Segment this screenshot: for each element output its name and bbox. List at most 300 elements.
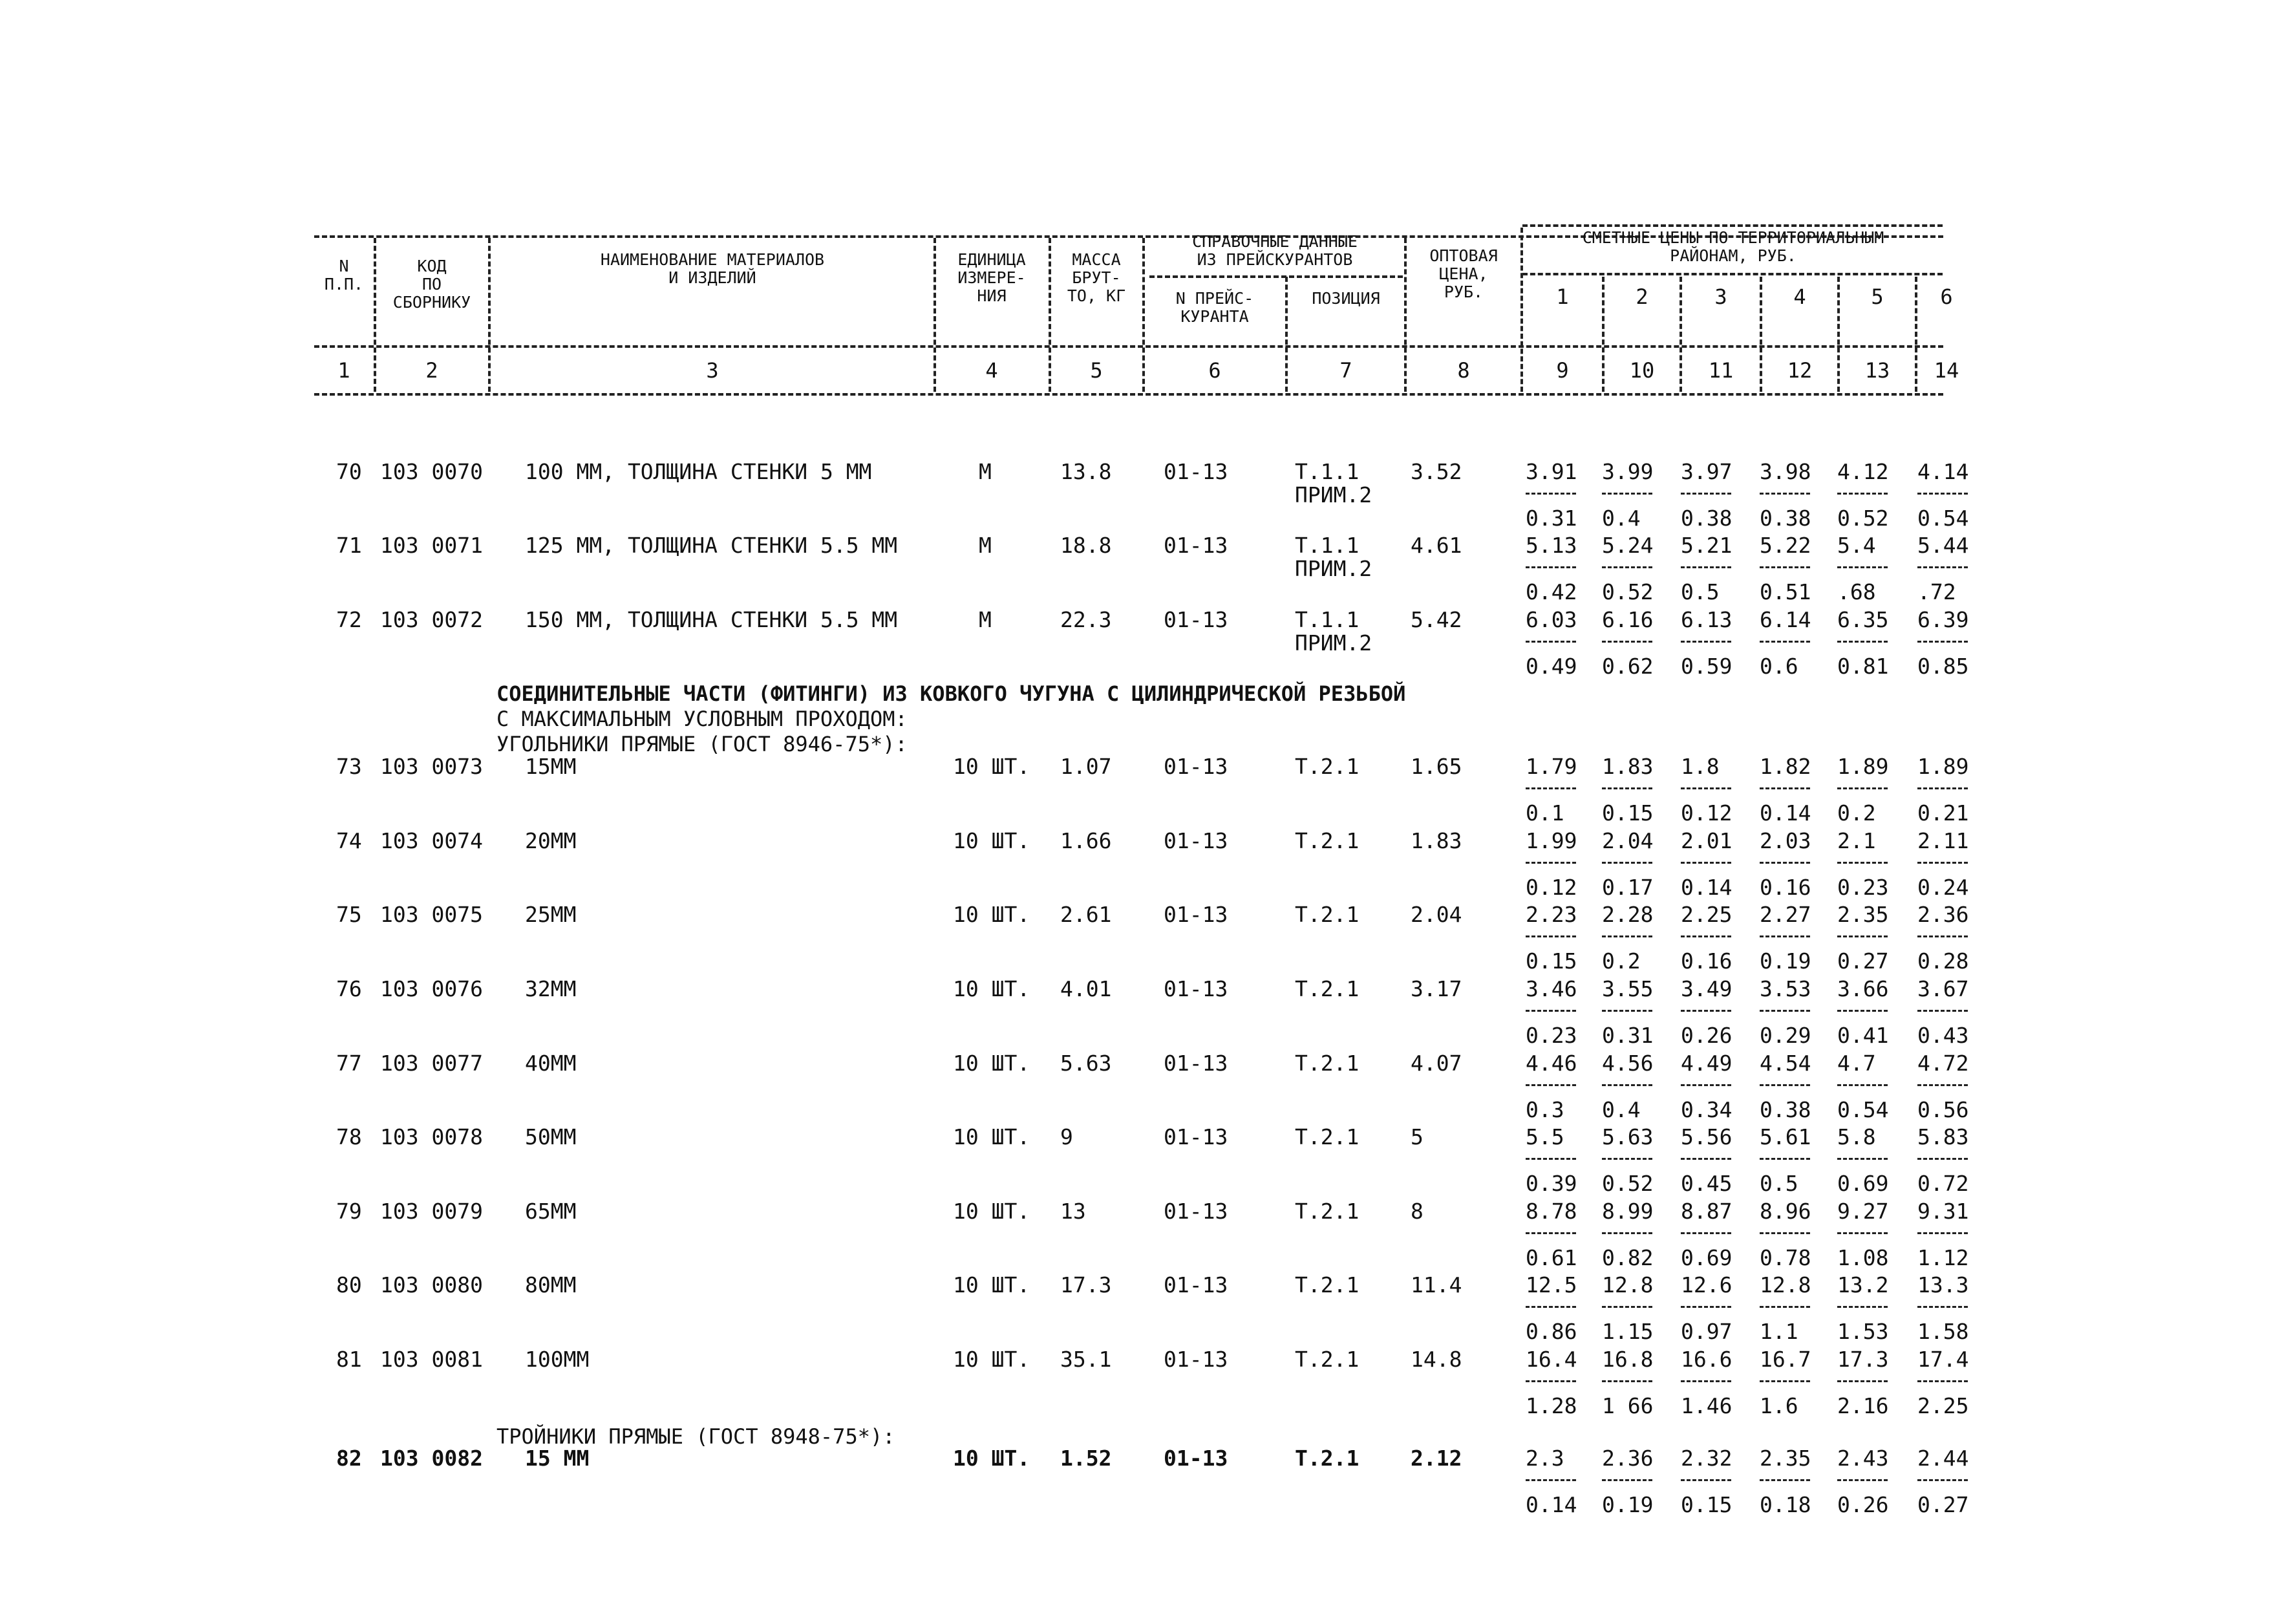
row-estimate-price: 3.49 [1681, 976, 1733, 1001]
row-transport-cost: 0.39 [1526, 1171, 1577, 1196]
row-transport-cost: 0.5 [1760, 1171, 1798, 1196]
row-transport-cost: 0.26 [1837, 1492, 1889, 1517]
row-estimate-price: 8.96 [1760, 1199, 1811, 1224]
row-transport-cost: 0.52 [1602, 579, 1654, 604]
row-transport-cost: 0.45 [1681, 1171, 1733, 1196]
column-number: 1 [337, 358, 350, 383]
fraction-line [1681, 1010, 1731, 1012]
row-transport-cost: 0.19 [1602, 1492, 1654, 1517]
row-transport-cost: 0.21 [1917, 800, 1969, 826]
header-code: КОД ПО СБОРНИКУ [392, 257, 471, 312]
row-estimate-price: 2.3 [1526, 1446, 1564, 1471]
fraction-line [1760, 1479, 1810, 1481]
row-estimate-price: 4.49 [1681, 1051, 1733, 1076]
row-transport-cost: 0.23 [1526, 1023, 1577, 1048]
fraction-line [1837, 1232, 1888, 1234]
fraction-line [1526, 1232, 1576, 1234]
row-transport-cost: 0.17 [1602, 875, 1654, 900]
row-estimate-price: 3.67 [1917, 976, 1969, 1001]
fraction-line [1526, 1306, 1576, 1308]
row-transport-cost: 0.4 [1602, 1097, 1641, 1122]
fraction-line [1602, 787, 1652, 789]
fraction-line [1837, 1158, 1888, 1160]
fraction-line [1837, 1010, 1888, 1012]
row-transport-cost: 0.34 [1681, 1097, 1733, 1122]
row-number: 74 [336, 828, 362, 853]
column-number: 8 [1457, 358, 1470, 383]
row-unit: 10 ШТ. [953, 1051, 1030, 1076]
header-pricelist-number: N ПРЕЙС- КУРАНТА [1175, 289, 1254, 326]
district-label-3: 3 [1714, 284, 1727, 309]
fraction-line [1526, 1479, 1576, 1481]
row-mass: 1.52 [1060, 1446, 1112, 1471]
row-estimate-price: 5.22 [1760, 533, 1811, 558]
fraction-line [1526, 641, 1576, 643]
row-unit: 10 ШТ. [953, 1272, 1030, 1298]
row-code: 103 0070 [380, 459, 483, 484]
fraction-line [1602, 1479, 1652, 1481]
row-estimate-price: 3.46 [1526, 976, 1577, 1001]
row-transport-cost: 0.15 [1602, 800, 1654, 826]
row-position-note: ПРИМ.2 [1295, 630, 1372, 656]
fraction-line [1917, 1010, 1968, 1012]
row-wholesale-price: 3.52 [1411, 459, 1462, 484]
district-label-5: 5 [1871, 284, 1884, 309]
row-estimate-price: 3.98 [1760, 459, 1811, 484]
row-material-name: 32ММ [525, 976, 577, 1001]
row-transport-cost: 0.18 [1760, 1492, 1811, 1517]
row-position: Т.1.1 [1295, 533, 1360, 558]
row-transport-cost: 0.61 [1526, 1245, 1577, 1270]
row-estimate-price: 16.7 [1760, 1347, 1811, 1372]
row-unit: 10 ШТ. [953, 1347, 1030, 1372]
row-estimate-price: 2.01 [1681, 828, 1733, 853]
fraction-line [1837, 566, 1888, 568]
row-pricelist: 01-13 [1164, 533, 1228, 558]
fraction-line [1837, 1380, 1888, 1382]
fraction-line [1602, 493, 1652, 495]
header-material-name: НАИМЕНОВАНИЕ МАТЕРИАЛОВ И ИЗДЕЛИЙ [600, 250, 825, 287]
fraction-line [1917, 1479, 1968, 1481]
row-transport-cost: 0.4 [1602, 506, 1641, 531]
fraction-line [1681, 641, 1731, 643]
row-transport-cost: 0.19 [1760, 948, 1811, 974]
row-number: 77 [336, 1051, 362, 1076]
row-estimate-price: 2.11 [1917, 828, 1969, 853]
row-pricelist: 01-13 [1164, 1347, 1228, 1372]
row-transport-cost: .68 [1837, 579, 1876, 604]
row-estimate-price: 5.13 [1526, 533, 1577, 558]
row-wholesale-price: 3.17 [1411, 976, 1462, 1001]
fraction-line [1760, 1380, 1810, 1382]
row-transport-cost: 0.97 [1681, 1319, 1733, 1344]
row-pricelist: 01-13 [1164, 976, 1228, 1001]
row-estimate-price: 5.5 [1526, 1124, 1564, 1149]
row-estimate-price: 5.44 [1917, 533, 1969, 558]
row-estimate-price: 2.25 [1681, 902, 1733, 927]
row-estimate-price: 4.12 [1837, 459, 1889, 484]
fraction-line [1760, 1158, 1810, 1160]
row-pricelist: 01-13 [1164, 607, 1228, 632]
fraction-line [1760, 493, 1810, 495]
row-estimate-price: 12.8 [1602, 1272, 1654, 1298]
row-pricelist: 01-13 [1164, 1446, 1228, 1471]
fraction-line [1760, 1084, 1810, 1086]
row-mass: 13.8 [1060, 459, 1112, 484]
row-estimate-price: 1.89 [1917, 754, 1969, 779]
row-estimate-price: 3.55 [1602, 976, 1654, 1001]
fraction-line [1602, 1010, 1652, 1012]
district-label-1: 1 [1556, 284, 1569, 309]
row-transport-cost: 0.24 [1917, 875, 1969, 900]
row-estimate-price: 3.91 [1526, 459, 1577, 484]
row-number: 80 [336, 1272, 362, 1298]
row-pricelist: 01-13 [1164, 1124, 1228, 1149]
row-pricelist: 01-13 [1164, 1051, 1228, 1076]
row-transport-cost: 0.15 [1526, 948, 1577, 974]
row-transport-cost: 0.14 [1526, 1492, 1577, 1517]
row-estimate-price: 5.24 [1602, 533, 1654, 558]
fraction-line [1917, 1084, 1968, 1086]
row-unit: 10 ШТ. [953, 1124, 1030, 1149]
row-transport-cost: 0.59 [1681, 654, 1733, 679]
district-label-6: 6 [1940, 284, 1953, 309]
header-price-top-rule [1522, 224, 1943, 227]
row-mass: 4.01 [1060, 976, 1112, 1001]
fraction-line [1681, 935, 1731, 937]
fraction-line [1602, 1158, 1652, 1160]
row-position: Т.2.1 [1295, 1124, 1360, 1149]
section-subheading-passage: С МАКСИМАЛЬНЫМ УСЛОВНЫМ ПРОХОДОМ: [496, 707, 908, 731]
row-unit: 10 ШТ. [953, 976, 1030, 1001]
fraction-line [1526, 1158, 1576, 1160]
header-reference-data: СПРАВОЧНЫЕ ДАННЫЕ ИЗ ПРЕЙСКУРАНТОВ [1192, 232, 1358, 269]
row-position: Т.2.1 [1295, 1347, 1360, 1372]
row-transport-cost: 0.78 [1760, 1245, 1811, 1270]
row-estimate-price: 2.28 [1602, 902, 1654, 927]
fraction-line [1837, 641, 1888, 643]
row-estimate-price: 17.4 [1917, 1347, 1969, 1372]
fraction-line [1681, 566, 1731, 568]
row-position: Т.2.1 [1295, 1051, 1360, 1076]
row-pricelist: 01-13 [1164, 902, 1228, 927]
row-estimate-price: 5.56 [1681, 1124, 1733, 1149]
row-material-name: 80ММ [525, 1272, 577, 1298]
fraction-line [1602, 641, 1652, 643]
row-estimate-price: 6.13 [1681, 607, 1733, 632]
row-number: 71 [336, 533, 362, 558]
row-transport-cost: 1 66 [1602, 1393, 1654, 1418]
fraction-line [1837, 787, 1888, 789]
row-code: 103 0082 [380, 1446, 483, 1471]
fraction-line [1917, 862, 1968, 864]
fraction-line [1602, 1084, 1652, 1086]
header-position: ПОЗИЦИЯ [1312, 289, 1380, 308]
fraction-line [1526, 493, 1576, 495]
row-estimate-price: 1.89 [1837, 754, 1889, 779]
row-pricelist: 01-13 [1164, 828, 1228, 853]
row-mass: 22.3 [1060, 607, 1112, 632]
header-sep-5 [1142, 238, 1145, 392]
fraction-line [1681, 1306, 1731, 1308]
row-estimate-price: 1.83 [1602, 754, 1654, 779]
row-position: Т.2.1 [1295, 754, 1360, 779]
row-position: Т.1.1 [1295, 459, 1360, 484]
row-estimate-price: 4.56 [1602, 1051, 1654, 1076]
fraction-line [1526, 935, 1576, 937]
row-wholesale-price: 2.04 [1411, 902, 1462, 927]
column-number: 11 [1708, 358, 1734, 383]
row-transport-cost: 0.43 [1917, 1023, 1969, 1048]
row-mass: 18.8 [1060, 533, 1112, 558]
row-code: 103 0071 [380, 533, 483, 558]
row-material-name: 150 ММ, ТОЛЩИНА СТЕНКИ 5.5 ММ [525, 607, 898, 632]
row-transport-cost: 0.86 [1526, 1319, 1577, 1344]
row-estimate-price: 12.6 [1681, 1272, 1733, 1298]
row-estimate-price: 1.79 [1526, 754, 1577, 779]
row-transport-cost: 0.6 [1760, 654, 1798, 679]
fraction-line [1526, 787, 1576, 789]
row-estimate-price: 2.23 [1526, 902, 1577, 927]
column-number: 6 [1208, 358, 1221, 383]
row-transport-cost: 0.15 [1681, 1492, 1733, 1517]
row-transport-cost: 0.12 [1526, 875, 1577, 900]
row-code: 103 0074 [380, 828, 483, 853]
row-transport-cost: 1.58 [1917, 1319, 1969, 1344]
header-wholesale-price: ОПТОВАЯ ЦЕНА, РУБ. [1429, 246, 1498, 301]
fraction-line [1526, 862, 1576, 864]
row-code: 103 0079 [380, 1199, 483, 1224]
fraction-line [1602, 935, 1652, 937]
row-code: 103 0073 [380, 754, 483, 779]
header-sep-2 [488, 238, 491, 392]
row-mass: 1.66 [1060, 828, 1112, 853]
row-estimate-price: 5.83 [1917, 1124, 1969, 1149]
row-transport-cost: 0.69 [1837, 1171, 1889, 1196]
row-wholesale-price: 14.8 [1411, 1347, 1462, 1372]
row-estimate-price: 5.21 [1681, 533, 1733, 558]
row-transport-cost: 0.3 [1526, 1097, 1564, 1122]
row-transport-cost: 1.08 [1837, 1245, 1889, 1270]
row-transport-cost: 0.56 [1917, 1097, 1969, 1122]
row-wholesale-price: 5.42 [1411, 607, 1462, 632]
fraction-line [1837, 1306, 1888, 1308]
row-position: Т.1.1 [1295, 607, 1360, 632]
fraction-line [1681, 1479, 1731, 1481]
fraction-line [1526, 1010, 1576, 1012]
column-number: 5 [1090, 358, 1103, 383]
row-unit: М [979, 459, 992, 484]
fraction-line [1837, 1479, 1888, 1481]
row-mass: 9 [1060, 1124, 1073, 1149]
column-number: 14 [1934, 358, 1959, 383]
row-number: 72 [336, 607, 362, 632]
row-estimate-price: 12.8 [1760, 1272, 1811, 1298]
row-transport-cost: 0.72 [1917, 1171, 1969, 1196]
fraction-line [1917, 1306, 1968, 1308]
row-number: 73 [336, 754, 362, 779]
row-code: 103 0078 [380, 1124, 483, 1149]
row-estimate-price: 2.43 [1837, 1446, 1889, 1471]
row-code: 103 0076 [380, 976, 483, 1001]
fraction-line [1681, 1084, 1731, 1086]
row-transport-cost: .72 [1917, 579, 1956, 604]
fraction-line [1760, 1306, 1810, 1308]
row-transport-cost: 1.6 [1760, 1393, 1798, 1418]
row-code: 103 0081 [380, 1347, 483, 1372]
row-position: Т.2.1 [1295, 902, 1360, 927]
row-transport-cost: 0.38 [1760, 506, 1811, 531]
row-material-name: 100 ММ, ТОЛЩИНА СТЕНКИ 5 ММ [525, 459, 872, 484]
row-transport-cost: 1.53 [1837, 1319, 1889, 1344]
row-estimate-price: 8.87 [1681, 1199, 1733, 1224]
row-transport-cost: 0.27 [1917, 1492, 1969, 1517]
row-number: 70 [336, 459, 362, 484]
row-code: 103 0077 [380, 1051, 483, 1076]
fraction-line [1760, 641, 1810, 643]
fraction-line [1526, 566, 1576, 568]
row-transport-cost: 2.16 [1837, 1393, 1889, 1418]
row-estimate-price: 2.36 [1917, 902, 1969, 927]
row-estimate-price: 2.44 [1917, 1446, 1969, 1471]
row-transport-cost: 1.12 [1917, 1245, 1969, 1270]
fraction-line [1760, 862, 1810, 864]
row-position: Т.2.1 [1295, 828, 1360, 853]
row-transport-cost: 0.2 [1602, 948, 1641, 974]
column-number: 7 [1339, 358, 1352, 383]
row-estimate-price: 2.1 [1837, 828, 1876, 853]
row-transport-cost: 0.51 [1760, 579, 1811, 604]
row-material-name: 50ММ [525, 1124, 577, 1149]
row-transport-cost: 0.42 [1526, 579, 1577, 604]
column-number: 4 [985, 358, 998, 383]
fraction-line [1917, 787, 1968, 789]
row-estimate-price: 13.2 [1837, 1272, 1889, 1298]
column-number: 10 [1629, 358, 1655, 383]
fraction-line [1681, 787, 1731, 789]
row-transport-cost: 0.14 [1760, 800, 1811, 826]
row-material-name: 100ММ [525, 1347, 590, 1372]
district-label-4: 4 [1793, 284, 1806, 309]
row-unit: 10 ШТ. [953, 902, 1030, 927]
row-transport-cost: 0.28 [1917, 948, 1969, 974]
fraction-line [1602, 1232, 1652, 1234]
row-estimate-price: 2.03 [1760, 828, 1811, 853]
fraction-line [1681, 1158, 1731, 1160]
row-number: 79 [336, 1199, 362, 1224]
row-transport-cost: 0.38 [1681, 506, 1733, 531]
row-estimate-price: 16.4 [1526, 1347, 1577, 1372]
row-transport-cost: 0.1 [1526, 800, 1564, 826]
fraction-line [1917, 1380, 1968, 1382]
row-transport-cost: 0.31 [1602, 1023, 1654, 1048]
row-transport-cost: 0.81 [1837, 654, 1889, 679]
row-number: 76 [336, 976, 362, 1001]
row-material-name: 20ММ [525, 828, 577, 853]
row-transport-cost: 0.85 [1917, 654, 1969, 679]
row-estimate-price: 1.8 [1681, 754, 1720, 779]
row-estimate-price: 2.35 [1837, 902, 1889, 927]
section-heading-fittings: СОЕДИНИТЕЛЬНЫЕ ЧАСТИ (ФИТИНГИ) ИЗ КОВКОГО ЧУГУНА С ЦИЛИНДРИЧЕСКОЙ РЕЗЬБОЙ [496, 681, 1406, 706]
column-number: 9 [1556, 358, 1569, 383]
row-transport-cost: 0.16 [1681, 948, 1733, 974]
header-bottom-rule [314, 345, 1943, 348]
row-mass: 1.07 [1060, 754, 1112, 779]
column-number: 13 [1864, 358, 1890, 383]
fraction-line [1837, 935, 1888, 937]
row-mass: 13 [1060, 1199, 1086, 1224]
row-estimate-price: 13.3 [1917, 1272, 1969, 1298]
fraction-line [1837, 493, 1888, 495]
row-estimate-price: 16.6 [1681, 1347, 1733, 1372]
row-mass: 2.61 [1060, 902, 1112, 927]
fraction-line [1602, 1380, 1652, 1382]
row-transport-cost: 0.12 [1681, 800, 1733, 826]
fraction-line [1760, 1232, 1810, 1234]
row-estimate-price: 2.35 [1760, 1446, 1811, 1471]
row-estimate-price: 2.04 [1602, 828, 1654, 853]
row-transport-cost: 0.54 [1837, 1097, 1889, 1122]
row-estimate-price: 4.14 [1917, 459, 1969, 484]
row-wholesale-price: 2.12 [1411, 1446, 1462, 1471]
fraction-line [1917, 1232, 1968, 1234]
row-number: 82 [336, 1446, 362, 1471]
row-estimate-price: 4.72 [1917, 1051, 1969, 1076]
row-unit: 10 ШТ. [953, 1446, 1030, 1471]
header-price-subrule [1522, 273, 1943, 275]
row-estimate-price: 1.82 [1760, 754, 1811, 779]
fraction-line [1681, 1380, 1731, 1382]
row-pricelist: 01-13 [1164, 1272, 1228, 1298]
row-position: Т.2.1 [1295, 1199, 1360, 1224]
row-estimate-price: 4.7 [1837, 1051, 1876, 1076]
row-estimate-price: 2.36 [1602, 1446, 1654, 1471]
row-estimate-price: 9.27 [1837, 1199, 1889, 1224]
row-estimate-price: 16.8 [1602, 1347, 1654, 1372]
row-estimate-price: 4.54 [1760, 1051, 1811, 1076]
row-transport-cost: 0.82 [1602, 1245, 1654, 1270]
row-code: 103 0080 [380, 1272, 483, 1298]
row-estimate-price: 6.14 [1760, 607, 1811, 632]
fraction-line [1917, 566, 1968, 568]
row-position-note: ПРИМ.2 [1295, 482, 1372, 508]
row-estimate-price: 3.66 [1837, 976, 1889, 1001]
fraction-line [1760, 1010, 1810, 1012]
row-transport-cost: 0.49 [1526, 654, 1577, 679]
row-transport-cost: 0.38 [1760, 1097, 1811, 1122]
row-material-name: 25ММ [525, 902, 577, 927]
row-estimate-price: 8.99 [1602, 1199, 1654, 1224]
row-wholesale-price: 1.83 [1411, 828, 1462, 853]
row-estimate-price: 2.32 [1681, 1446, 1733, 1471]
fraction-line [1681, 1232, 1731, 1234]
row-unit: 10 ШТ. [953, 828, 1030, 853]
row-estimate-price: 6.03 [1526, 607, 1577, 632]
fraction-line [1760, 787, 1810, 789]
row-transport-cost: 0.69 [1681, 1245, 1733, 1270]
row-transport-cost: 0.52 [1837, 506, 1889, 531]
fraction-line [1760, 935, 1810, 937]
row-number: 78 [336, 1124, 362, 1149]
row-transport-cost: 0.27 [1837, 948, 1889, 974]
header-end-rule [314, 393, 1943, 396]
row-material-name: 15 ММ [525, 1446, 590, 1471]
row-wholesale-price: 5 [1411, 1124, 1424, 1149]
row-number: 81 [336, 1347, 362, 1372]
row-transport-cost: 0.62 [1602, 654, 1654, 679]
section-heading-elbows: УГОЛЬНИКИ ПРЯМЫЕ (ГОСТ 8946-75*): [496, 732, 908, 756]
fraction-line [1526, 1380, 1576, 1382]
